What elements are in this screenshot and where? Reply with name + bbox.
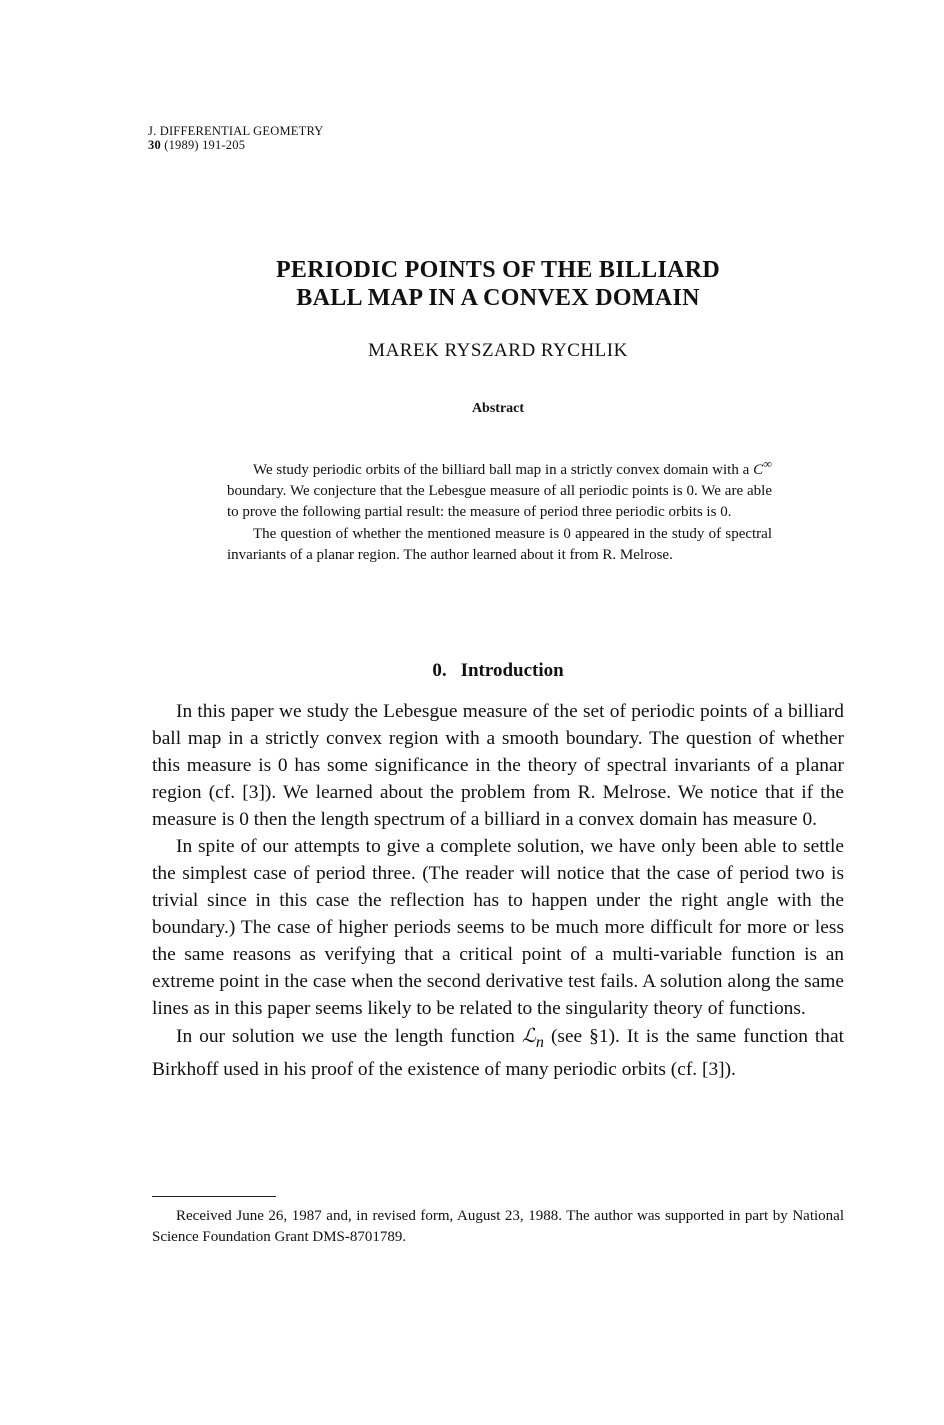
abstract-paragraph-2: The question of whether the mentioned measure is 0 appeared in the study of spectral invariants of a planar region. The author learned about it from R. Melrose. (227, 525, 772, 563)
abstract-heading: Abstract (471, 401, 525, 416)
c-symbol: C (753, 462, 764, 478)
abstract-p1-text-b: boundary. We conjecture that the Lebesgue measure of all periodic points is 0. We are able to prove the following partial result: the measure of period three periodic orbits is 0. (227, 483, 772, 521)
intro-paragraph-3 (152, 1022, 844, 1083)
abstract-paragraph-1 (227, 454, 772, 524)
intro-paragraph-2: In spite of our attempts to give a complete solution, we have only been able to settle the simplest case of period three. (The reader will notice that the case of period two is trivial since in this case the reflection has to happen under the right angle with the boundary.) The case of higher periods seems to be much more difficult for more or less the same reasons as verifying that a critical point of a multi-variable function is an extreme point in the case when the second derivative test fails. A solution along the same lines as in this paper seems likely to be related to the singularity theory of functions. (152, 836, 844, 1019)
abstract-body (227, 454, 772, 566)
journal-volume-line (148, 138, 324, 152)
length-function-subscript: n (535, 1033, 544, 1051)
abstract-p1-text-a: We study periodic orbits of the billiard ball map in a strictly convex domain with a (253, 462, 754, 478)
journal-citation (148, 124, 324, 152)
journal-volume: 30 (148, 138, 161, 152)
intro-p3-text-a: In our solution we use the length function (176, 1026, 522, 1047)
footnote (152, 1206, 844, 1248)
journal-year-pages: (1989) 191-205 (164, 138, 246, 152)
intro-paragraph-1: In this paper we study the Lebesgue measure of the set of periodic points of a billiard ball map in a strictly convex region with a smooth boundary. The question of whether this measure is 0 has some significance in the theory of spectral invariants of a planar region (cf. [3]). We learned about the problem from R. Melrose. We notice that if the measure is 0 then the length spectrum of a billiard in a convex domain has measure 0. (152, 701, 844, 830)
introduction-body (152, 698, 844, 1083)
paper-title-line-2: BALL MAP IN A CONVEX DOMAIN (296, 285, 700, 311)
infinity-symbol: ∞ (763, 457, 772, 471)
section-title: Introduction (460, 660, 564, 681)
paper-title-line-1: PERIODIC POINTS OF THE BILLIARD (275, 257, 721, 283)
intro-p3-text-b: (see §1). It is the same function that Birkhoff used in his proof of the existence of many periodic orbits (cf. [3]). (152, 1026, 844, 1080)
footnote-text: Received June 26, 1987 and, in revised form, August 23, 1988. The author was supported in part by National Science Foundation Grant DMS-8701789. (152, 1208, 844, 1245)
section-heading-introduction (148, 660, 848, 682)
length-function-symbol: ℒ (521, 1024, 536, 1047)
footnote-rule (152, 1196, 276, 1197)
paper-author: MAREK RYSZARD RYCHLIK (368, 340, 628, 361)
journal-name: J. DIFFERENTIAL GEOMETRY (148, 124, 324, 138)
section-number: 0. (432, 660, 447, 681)
paper-title (148, 256, 848, 312)
